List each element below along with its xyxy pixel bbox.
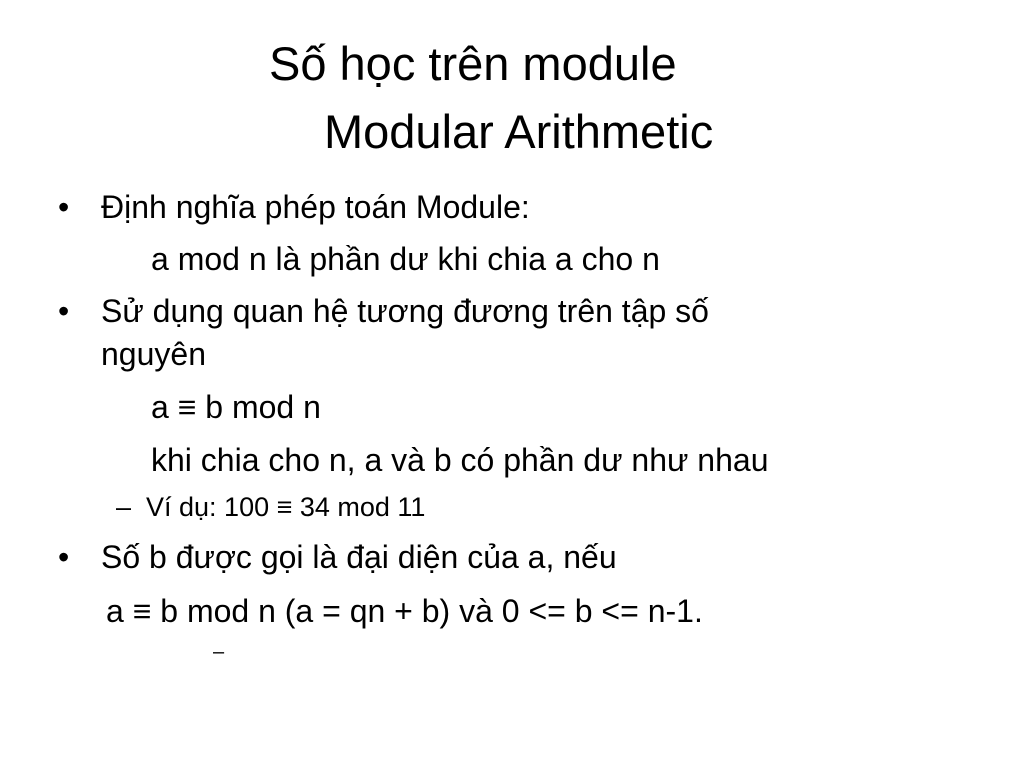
bullet-text: Định nghĩa phép toán Module: — [101, 189, 530, 225]
example-text: Ví dụ: 100 ≡ 34 mod 11 — [146, 492, 426, 522]
dash-icon: – — [116, 492, 132, 522]
bullet-text-line2: nguyên — [101, 336, 206, 372]
slide-title-vietnamese: Số học trên module — [269, 37, 677, 90]
bullet-icon: • — [58, 189, 70, 225]
congruence-explanation: khi chia cho n, a và b có phần dư như nhau — [151, 442, 769, 478]
slide-title-english: Modular Arithmetic — [324, 105, 714, 158]
definition-detail: a mod n là phần dư khi chia a cho n — [151, 241, 660, 277]
representative-condition: a ≡ b mod n (a = qn + b) và 0 <= b <= n-1. — [106, 593, 703, 629]
bullet-text: Số b được gọi là đại diện của a, nếu — [101, 539, 617, 575]
bullet-icon: • — [58, 539, 70, 575]
bullet-text-line1: Sử dụng quan hệ tương đương trên tập số — [101, 293, 709, 329]
congruence-formula: a ≡ b mod n — [151, 389, 321, 425]
trailing-dash-icon: – — [213, 641, 225, 663]
bullet-icon: • — [58, 293, 70, 329]
